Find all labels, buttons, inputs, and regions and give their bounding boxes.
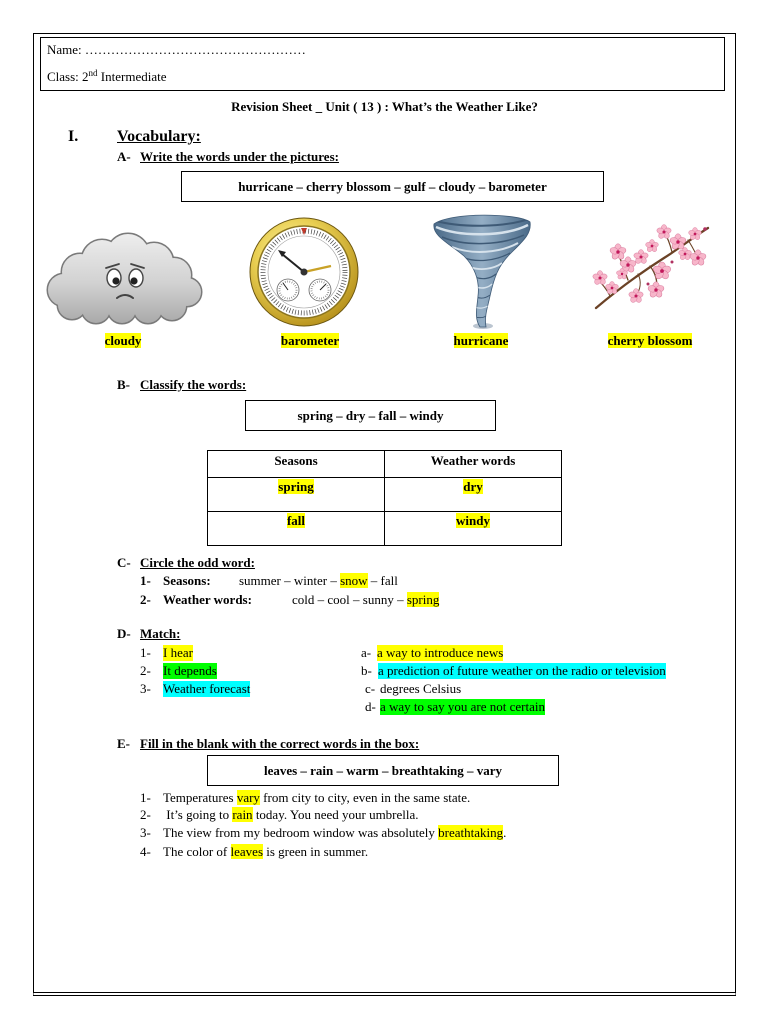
odd-word-number-1: 1- [140, 573, 151, 588]
match-left-number-2: 2- [140, 663, 151, 678]
table-cell [208, 512, 385, 546]
odd-word-label-2: Weather words: [163, 592, 252, 607]
answer-odd-word-1: snow [340, 573, 368, 588]
table-header-seasons: Seasons [208, 451, 385, 478]
sentence-after: . [503, 825, 507, 840]
class-level: Intermediate [97, 69, 167, 84]
answer-cloudy: cloudy [104, 333, 142, 348]
sentence-after: today. You need your umbrella. [252, 807, 419, 822]
table-row [208, 478, 562, 512]
word-list-after: – fall [367, 573, 398, 588]
sentence-before: The view from my bedroom window was absolutely [163, 825, 439, 840]
part-b-word-box: spring – dry – fall – windy [245, 400, 496, 431]
barometer-subdial-left [277, 279, 299, 301]
table-cell [385, 512, 562, 546]
part-d-letter: D- [117, 626, 131, 641]
part-c-letter: C- [117, 555, 131, 570]
picture-label-3 [421, 333, 541, 349]
answer-weather-2: windy [456, 513, 490, 528]
sentence-before: It’s going to [163, 807, 233, 822]
class-prefix: Class: 2 [47, 69, 89, 84]
odd-word-number-2: 2- [140, 592, 151, 607]
match-left-item-3: Weather forecast [163, 681, 251, 696]
cloud-body [48, 234, 201, 323]
part-b-letter: B- [117, 377, 130, 392]
answer-blank-2: rain [232, 807, 253, 822]
sentence-number-2: 2- [140, 807, 151, 822]
picture-label-4 [590, 333, 710, 349]
part-d-instruction: Match: [140, 626, 181, 641]
sentence-before: The color of [163, 844, 231, 859]
table-cell [385, 478, 562, 512]
part-e-letter: E- [117, 736, 130, 751]
match-right-letter-b: b- [361, 663, 372, 678]
match-right-letter-d: d- [365, 699, 376, 714]
match-left-number-3: 3- [140, 681, 151, 696]
part-a-word-box: hurricane – cherry blossom – gulf – cloudy – barometer [181, 171, 604, 202]
odd-word-label-1: Seasons: [163, 573, 211, 588]
match-left-item-1: I hear [163, 645, 193, 660]
match-left-number-1: 1- [140, 645, 151, 660]
part-e-instruction: Fill in the blank with the correct words in the box: [140, 736, 420, 751]
sentence-4 [163, 844, 368, 860]
sentence-after: is green in summer. [263, 844, 369, 859]
section-numeral: I. [68, 128, 79, 145]
sentence-number-4: 4- [140, 844, 151, 859]
barometer-subdial-right [309, 279, 331, 301]
sentence-3 [163, 825, 506, 841]
answer-hurricane: hurricane [453, 333, 509, 348]
answer-weather-1: dry [463, 479, 483, 494]
match-right-letter-c: c- [365, 681, 376, 696]
answer-cherry-blossom: cherry blossom [607, 333, 693, 348]
sad-cloud-icon [44, 230, 204, 325]
match-right-item-a: a way to introduce news [377, 645, 504, 660]
section-heading: Vocabulary: [117, 128, 201, 145]
match-right-item-c: degrees Celsius [380, 681, 462, 696]
answer-blank-4: leaves [230, 844, 263, 859]
answer-blank-1: vary [236, 790, 260, 805]
sentence-2 [163, 807, 419, 823]
sentence-number-3: 3- [140, 825, 151, 840]
table-row [208, 512, 562, 546]
match-right-item-d: a way to say you are not certain [380, 699, 545, 714]
answer-season-1: spring [278, 479, 314, 494]
part-a-instruction: Write the words under the pictures: [140, 149, 339, 164]
match-right-item-b: a prediction of future weather on the radio or television [378, 663, 666, 678]
sentence-after: from city to city, even in the same state. [259, 790, 471, 805]
answer-blank-3: breathtaking [438, 825, 504, 840]
sentence-1 [163, 790, 470, 806]
table-cell [208, 478, 385, 512]
odd-word-list-1 [239, 573, 398, 589]
table-header-row [208, 451, 562, 478]
blossom-flowers [592, 225, 707, 304]
answer-season-2: fall [286, 513, 306, 528]
sentence-before: Temperatures [163, 790, 237, 805]
tornado-icon [430, 210, 534, 330]
picture-label-1 [63, 333, 183, 349]
class-line [47, 69, 166, 85]
page-title: Revision Sheet _ Unit ( 13 ) : What’s the Weather Like? [231, 99, 538, 114]
name-line: Name: …………………………………………… [47, 42, 306, 57]
match-right-letter-a: a- [361, 645, 372, 660]
class-superscript: nd [88, 68, 98, 78]
part-b-instruction: Classify the words: [140, 377, 247, 392]
picture-label-2 [250, 333, 370, 349]
cherry-blossom-icon [592, 224, 710, 310]
answer-barometer: barometer [280, 333, 340, 348]
part-c-instruction: Circle the odd word: [140, 555, 255, 570]
word-list-before: cold – cool – sunny – [292, 592, 407, 607]
classify-table [207, 450, 562, 546]
odd-word-list-2 [292, 592, 439, 608]
part-a-letter: A- [117, 149, 131, 164]
table-header-weather-words: Weather words [385, 451, 562, 478]
barometer-icon [248, 216, 360, 328]
part-e-word-box: leaves – rain – warm – breathtaking – vary [207, 755, 559, 786]
answer-odd-word-2: spring [406, 592, 440, 607]
sentence-number-1: 1- [140, 790, 151, 805]
word-list-before: summer – winter – [239, 573, 341, 588]
match-left-item-2: It depends [163, 663, 217, 678]
